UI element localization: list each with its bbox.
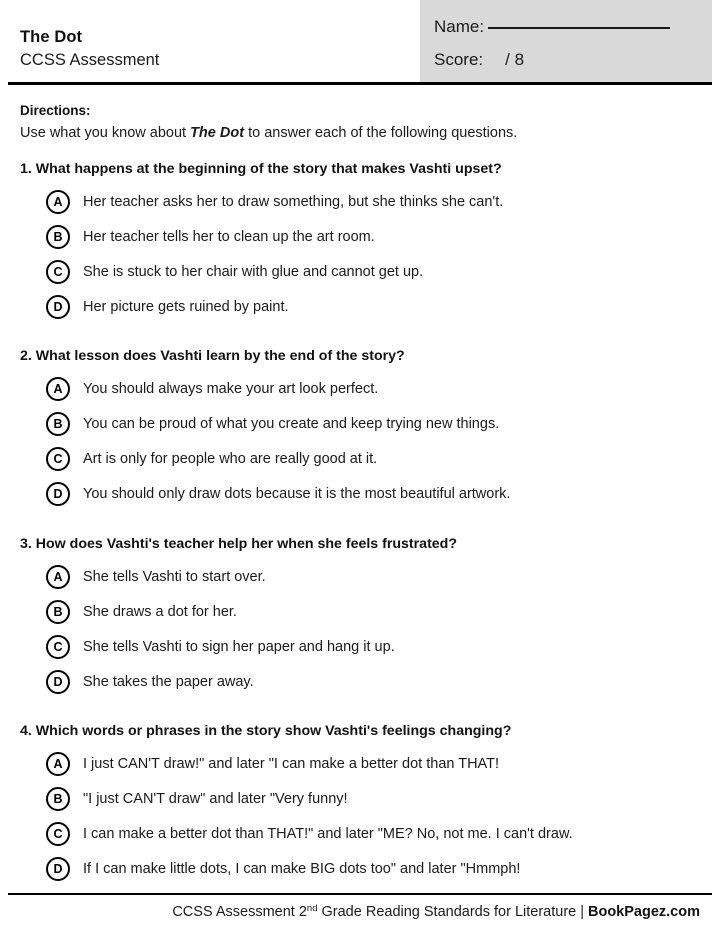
directions-text-after: to answer each of the following questions. [244,125,518,142]
choice-text: She tells Vashti to sign her paper and hang it up. [83,638,395,655]
choice-text: You should only draw dots because it is the most beautiful artwork. [83,486,511,503]
question-1 [0,160,720,324]
choice-row[interactable] [46,747,720,782]
question-2 [0,347,720,511]
footer-separator: | [580,904,584,920]
choice-text: She is stuck to her chair with glue and cannot get up. [83,263,424,280]
choice-row[interactable] [46,629,720,664]
choice-bubble-d[interactable]: D [46,670,70,694]
choice-text: You can be proud of what you create and keep trying new things. [83,416,500,433]
directions-text [20,123,692,143]
choice-text: She tells Vashti to start over. [83,568,266,585]
choice-text: Her teacher tells her to clean up the art room. [83,228,375,245]
choice-bubble-b[interactable]: B [46,787,70,811]
choice-bubble-b[interactable]: B [46,225,70,249]
directions-book-title: The Dot [190,125,245,142]
choice-bubble-c[interactable]: C [46,260,70,284]
choice-row[interactable] [46,184,720,219]
question-prompt: 4. Which words or phrases in the story show Vashti's feelings changing? [20,723,512,740]
choice-row[interactable] [46,664,720,699]
choice-row[interactable] [46,407,720,442]
question-prompt: 1. What happens at the beginning of the story that makes Vashti upset? [20,161,502,177]
questions-list [0,160,720,910]
choice-bubble-c[interactable]: C [46,822,70,846]
choice-bubble-d[interactable]: D [46,482,70,506]
choice-text: She draws a dot for her. [83,603,237,620]
choice-bubble-b[interactable]: B [46,412,70,436]
footer-text-main: CCSS Assessment 2 [172,904,307,920]
choice-text: Her picture gets ruined by paint. [83,298,289,315]
choice-text: I can make a better dot than THAT!" and later "ME? No, not me. I can't draw. [83,826,573,843]
choice-text: "I just CAN'T draw" and later "Very funny! [83,791,348,808]
choice-row[interactable] [46,477,720,512]
question-3 [0,535,720,699]
choice-row[interactable] [46,442,720,477]
choice-bubble-a[interactable]: A [46,377,70,401]
choice-text: I just CAN'T draw!" and later "I can make a better dot than THAT! [83,756,500,773]
choice-row[interactable] [46,372,720,407]
question-prompt: 2. What lesson does Vashti learn by the end of the story? [20,348,405,365]
choice-bubble-a[interactable]: A [46,190,70,214]
choice-row[interactable] [46,852,720,887]
choice-row[interactable] [46,559,720,594]
choice-text: Art is only for people who are really good at it. [83,451,378,468]
score-value[interactable]: / 8 [505,50,525,69]
footer [0,903,700,920]
name-row [434,14,670,37]
choice-bubble-b[interactable]: B [46,600,70,624]
choice-list [0,747,720,887]
choice-bubble-d[interactable]: D [46,857,70,881]
choice-list [0,559,720,699]
choice-bubble-c[interactable]: C [46,447,70,471]
footer-brand-link[interactable]: BookPagez.com [588,904,700,920]
choice-bubble-a[interactable]: A [46,752,70,776]
choice-text: You should always make your art look perfect. [83,381,379,398]
name-input-blank[interactable] [488,14,670,29]
score-row [434,50,524,70]
header-divider [8,82,712,85]
choice-row[interactable] [46,782,720,817]
choice-row[interactable] [46,594,720,629]
choice-row[interactable] [46,817,720,852]
choice-bubble-a[interactable]: A [46,565,70,589]
directions-block [20,102,692,144]
question-prompt: 3. How does Vashti's teacher help her when she feels frustrated? [20,535,458,552]
choice-bubble-d[interactable]: D [46,295,70,319]
title-block [20,27,159,71]
choice-text: She takes the paper away. [83,673,254,690]
choice-list [0,184,720,324]
choice-text: If I can make little dots, I can make BIG dots too" and later "Hmmph! [83,861,521,878]
footer-text-rest: Grade Reading Standards for Literature [317,904,577,920]
page-title: The Dot [20,28,83,46]
question-4 [0,722,720,886]
name-label: Name: [434,17,485,36]
directions-text-before: Use what you know about [20,125,191,142]
score-label: Score: [434,50,484,69]
worksheet-header [0,0,720,83]
choice-list [0,372,720,512]
choice-row[interactable] [46,289,720,324]
choice-row[interactable] [46,254,720,289]
choice-row[interactable] [46,219,720,254]
footer-ordinal: nd [306,903,318,914]
directions-label: Directions: [20,103,91,118]
page-subtitle: CCSS Assessment [20,51,160,70]
choice-bubble-c[interactable]: C [46,635,70,659]
choice-text: Her teacher asks her to draw something, but she thinks she can't. [83,193,504,210]
footer-divider [8,893,712,895]
